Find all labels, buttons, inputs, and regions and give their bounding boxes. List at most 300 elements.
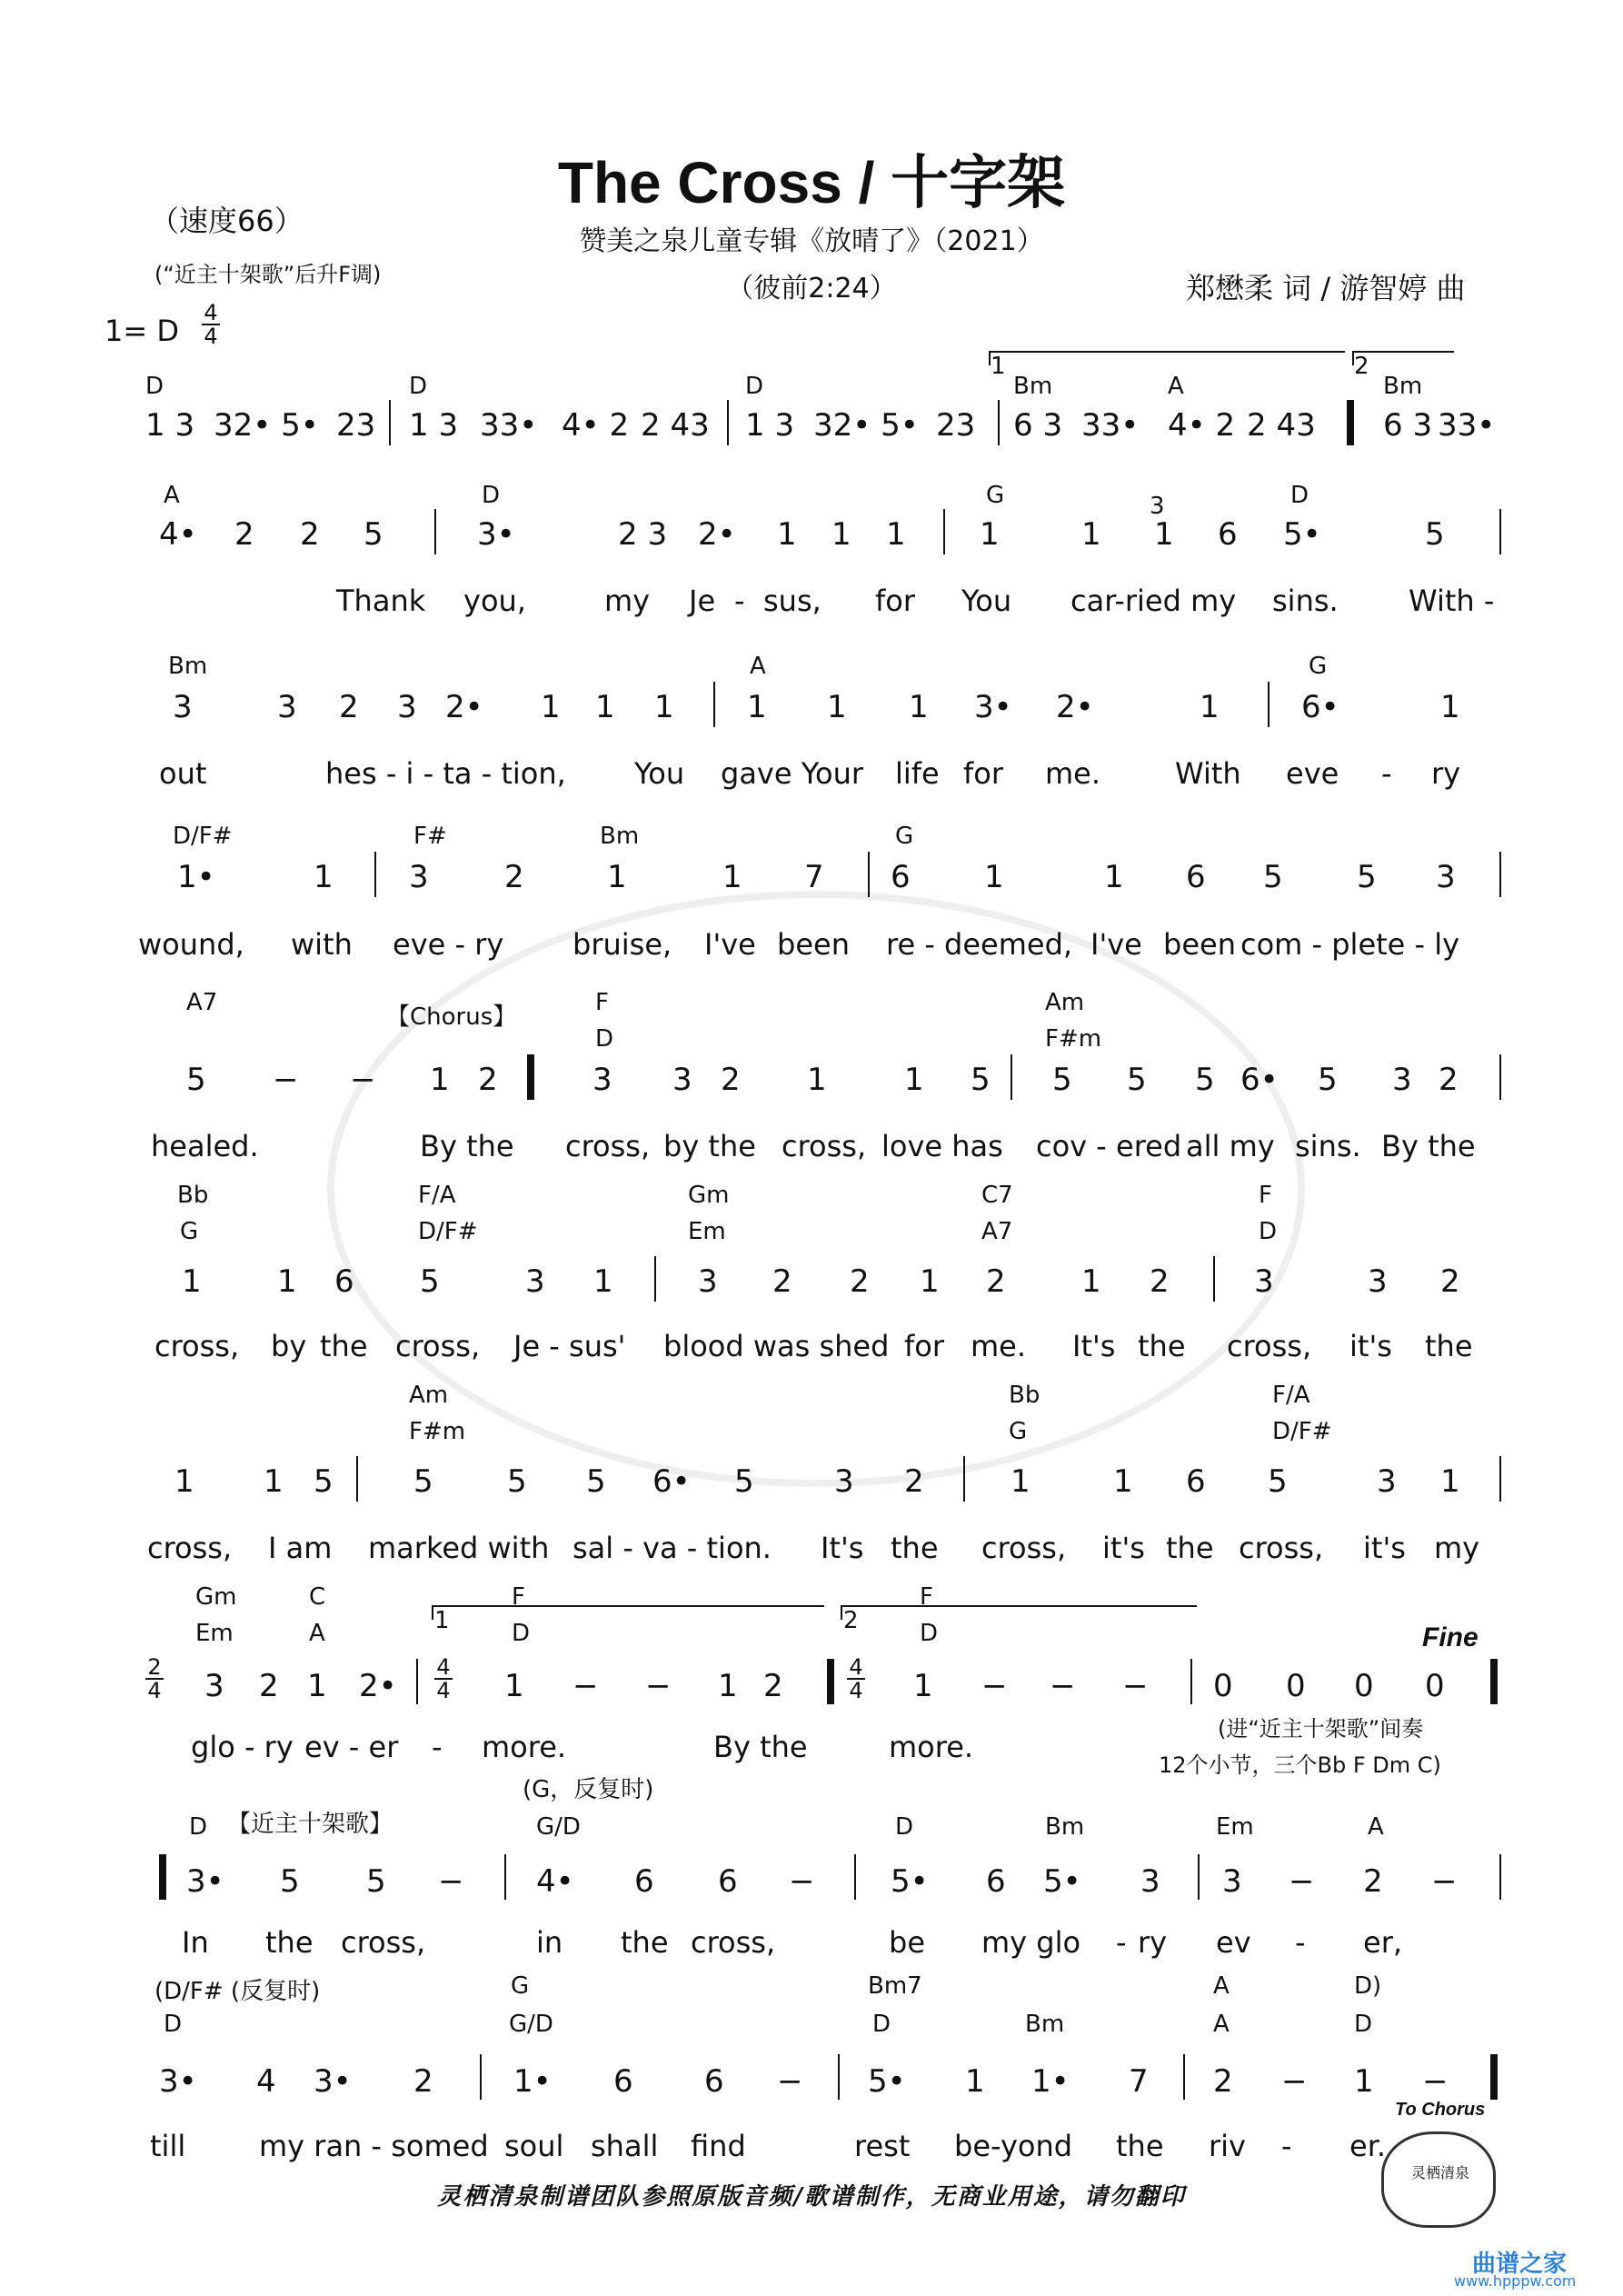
note: 1	[593, 1263, 613, 1300]
lyric: the	[1425, 1329, 1473, 1363]
note: −	[573, 1668, 599, 1704]
chord-symbol: A	[1368, 1813, 1384, 1841]
chord-symbol: Bm	[600, 823, 640, 850]
volta-1	[432, 1605, 824, 1620]
bar-line	[1190, 1659, 1192, 1704]
note: 1	[807, 1062, 827, 1098]
album-info: 赞美之泉儿童专辑《放晴了》（2021）	[579, 225, 1044, 257]
lyric: bruise,	[573, 927, 672, 962]
repeat-end	[1490, 2054, 1498, 2100]
note: 1	[909, 689, 929, 725]
lyric: for	[963, 756, 1003, 791]
time-bottom: 4	[434, 1678, 453, 1702]
note: 2•	[698, 516, 736, 553]
note: 23	[936, 407, 976, 444]
chord-symbol-alt: D	[920, 1620, 939, 1647]
time-signature-4-4	[434, 1656, 453, 1702]
lyric: my	[1434, 1531, 1480, 1565]
note: 6	[718, 1863, 738, 1900]
chord-symbol: Bb	[1009, 1382, 1041, 1409]
volta-2	[1352, 351, 1454, 365]
bar-line	[389, 400, 391, 445]
chord-symbol: D	[145, 373, 164, 400]
lyric: cross,	[782, 1129, 867, 1163]
annotation: 【Chorus】	[386, 1003, 517, 1031]
lyric: the	[891, 1531, 939, 1565]
chord-symbol: D	[482, 482, 501, 509]
chord-symbol: D	[1354, 2011, 1373, 2038]
note: 2	[234, 516, 254, 553]
time-top: 4	[436, 1654, 451, 1680]
note: −	[1431, 1863, 1458, 1900]
lyric: Thank	[336, 584, 426, 618]
chord-symbol-alt: D/F#	[418, 1218, 478, 1245]
note: 1	[607, 859, 627, 895]
note: 3	[525, 1263, 545, 1300]
lyric: I've	[704, 927, 756, 962]
note: 2•	[445, 689, 483, 725]
lyric: life	[895, 756, 940, 791]
note: 3	[204, 1668, 224, 1704]
annotation: 1	[434, 1607, 450, 1634]
note: 3•	[159, 2063, 197, 2100]
note: 5	[363, 516, 383, 553]
note: 3	[1368, 1263, 1388, 1300]
chord-symbol: Gm	[195, 1583, 237, 1611]
note: 1 3	[409, 407, 459, 444]
chord-symbol: C7	[981, 1182, 1013, 1209]
note: 3	[1140, 1863, 1160, 1900]
lyric: car-ried my	[1070, 584, 1237, 618]
lyric: soul	[504, 2129, 564, 2163]
note: 2 43	[1247, 407, 1316, 444]
note: 5	[971, 1062, 991, 1098]
lyric: cross,	[1239, 1531, 1324, 1565]
note: 2	[259, 1668, 279, 1704]
note: 3•	[314, 2063, 352, 2100]
lyric: eve - ry	[393, 927, 504, 962]
note: 0	[1213, 1668, 1233, 1704]
note: 2	[850, 1263, 870, 1300]
logo-text: 灵栖清泉	[1411, 2164, 1470, 2181]
bar-line	[1198, 1854, 1200, 1900]
note: 3	[277, 689, 297, 725]
lyric: wound,	[138, 927, 244, 962]
note: 5	[734, 1463, 754, 1500]
note: 1	[747, 689, 767, 725]
note: 6 3	[1383, 407, 1433, 444]
bar-line	[854, 1854, 856, 1900]
annotation: 2	[1354, 353, 1369, 380]
lyric: my ran - somed	[259, 2129, 489, 2163]
note: 1	[913, 1668, 933, 1704]
lyric: ry	[1431, 756, 1461, 791]
time-top: 4	[204, 300, 218, 325]
lyric: It's	[1072, 1329, 1116, 1363]
chord-symbol: G	[895, 823, 914, 850]
note: 32• 5•	[214, 407, 319, 444]
chord-symbol: D	[189, 1813, 208, 1841]
note: 5	[586, 1463, 606, 1500]
lyric: cross,	[981, 1531, 1067, 1565]
lyric: rest	[854, 2129, 911, 2163]
note: 3	[397, 689, 417, 725]
lyric: out	[159, 756, 207, 791]
lyric: In	[182, 1925, 209, 1960]
note: 1	[430, 1062, 450, 1098]
chord-symbol: A	[750, 653, 766, 680]
bar-line	[868, 852, 870, 897]
note: 3	[672, 1062, 692, 1098]
note: 2	[904, 1463, 924, 1500]
bar-line	[416, 1659, 418, 1704]
lyric: -	[1381, 756, 1392, 791]
time-top: 4	[849, 1654, 863, 1680]
lyric: marked with	[368, 1531, 550, 1565]
bar-line	[654, 1256, 656, 1302]
note: 1	[541, 689, 561, 725]
note: 3	[1222, 1863, 1242, 1900]
chord-symbol: Gm	[688, 1182, 730, 1209]
chord-symbol: Bm	[168, 653, 208, 680]
note: 2	[1213, 2063, 1233, 2100]
chord-symbol: Bm	[1025, 2011, 1065, 2038]
lyric: been	[777, 927, 850, 962]
note: 1	[595, 689, 615, 725]
lyric: healed.	[151, 1129, 259, 1163]
lyric: in	[536, 1925, 563, 1960]
note: 1	[314, 859, 334, 895]
note: 6 3	[1013, 407, 1063, 444]
note: 5•	[1043, 1863, 1081, 1900]
note: 6	[334, 1263, 354, 1300]
lyric: more.	[889, 1730, 974, 1764]
note: 1	[777, 516, 797, 553]
lyric: sins.	[1272, 584, 1339, 618]
annotation: 【近主十架歌】	[227, 1811, 393, 1838]
lyric: By the	[1381, 1129, 1476, 1163]
note: 0	[1354, 1668, 1374, 1704]
note: 2	[478, 1062, 498, 1098]
lyric: it's	[1363, 1531, 1406, 1565]
note: 2	[1439, 1062, 1459, 1098]
lyric: riv	[1209, 2129, 1246, 2163]
lyric: sal - va - tion.	[573, 1531, 772, 1565]
key-change-note: (“近主十架歌”后升F调)	[154, 262, 382, 287]
lyric: cross,	[341, 1925, 426, 1960]
lyric: me.	[971, 1329, 1027, 1363]
time-top: 2	[147, 1654, 162, 1680]
note: 5	[314, 1463, 334, 1500]
interlude-note-1: (进“近主十架歌”间奏	[1218, 1716, 1424, 1742]
note: 2	[1363, 1863, 1383, 1900]
lyric: cross,	[691, 1925, 776, 1960]
note: 1	[965, 2063, 985, 2100]
chord-symbol: C	[309, 1583, 326, 1611]
note: 6	[1186, 859, 1206, 895]
bar-line	[1499, 852, 1501, 897]
note: 1 3	[745, 407, 795, 444]
lyric: cross,	[147, 1531, 233, 1565]
bar-line	[943, 509, 945, 554]
lyric: find	[691, 2129, 746, 2163]
annotation: 3	[1150, 493, 1165, 520]
bar-line	[727, 400, 729, 445]
chord-symbol-alt: Em	[195, 1620, 234, 1647]
chord-symbol: F	[512, 1583, 525, 1611]
note: 2	[504, 859, 524, 895]
footer-notice: 灵栖清泉制谱团队参照原版音频/歌谱制作，无商业用途，请勿翻印	[437, 2183, 1186, 2211]
note: 2	[721, 1062, 741, 1098]
note: 33•	[1438, 407, 1496, 444]
lyric: cov - ered	[1036, 1129, 1182, 1163]
lyric: gave Your	[721, 756, 864, 791]
lyric: re - deemed,	[886, 927, 1073, 962]
note: 2 3	[618, 516, 668, 553]
lyric: the	[1166, 1531, 1214, 1565]
note: 1	[504, 1668, 524, 1704]
note: 2•	[359, 1668, 397, 1704]
lyric: By the	[713, 1730, 808, 1764]
bar-line	[1183, 2054, 1185, 2100]
note: −	[1050, 1668, 1076, 1704]
note: 3	[698, 1263, 718, 1300]
note: 6	[891, 859, 911, 895]
note: 6	[986, 1863, 1006, 1900]
volta-1	[989, 351, 1345, 365]
lyric: I am	[268, 1531, 333, 1565]
lyric: shall	[591, 2129, 659, 2163]
repeat-end	[827, 1659, 834, 1704]
chord-symbol: A	[1213, 2011, 1230, 2038]
note: 5	[413, 1463, 433, 1500]
note: 5	[1195, 1062, 1215, 1098]
note: −	[777, 2063, 803, 2100]
time-signature-2-4	[145, 1656, 164, 1702]
chord-symbol: G	[1309, 653, 1328, 680]
chord-symbol-alt: G	[180, 1218, 199, 1245]
interlude-note-2: 12个小节，三个Bb F Dm C)	[1159, 1752, 1441, 1778]
note: 2	[300, 516, 320, 553]
chord-symbol-alt: D	[512, 1620, 531, 1647]
note: 6	[613, 2063, 633, 2100]
lyric: -	[1116, 1925, 1127, 1960]
bar-line	[998, 400, 1000, 445]
note: 6•	[1301, 689, 1339, 725]
chord-symbol: A7	[186, 989, 218, 1016]
authors: 郑懋柔 词 / 游智婷 曲	[1186, 271, 1466, 305]
bar-line	[434, 509, 436, 554]
song-title: The Cross / 十字架	[557, 150, 1066, 215]
lyric: till	[150, 2129, 186, 2163]
lyric: glo - ry	[191, 1730, 294, 1764]
lyric: the	[621, 1925, 669, 1960]
note: 1	[264, 1463, 284, 1500]
note: 2	[772, 1263, 792, 1300]
note: 3	[1254, 1263, 1274, 1300]
bar-line	[374, 852, 376, 897]
note: 1	[920, 1263, 940, 1300]
repeat-start	[527, 1054, 534, 1100]
lyric: cross,	[395, 1329, 481, 1363]
note: 4• 2	[1168, 407, 1236, 444]
bar-line	[480, 2054, 482, 2100]
lyric: cross,	[565, 1129, 651, 1163]
chord-symbol: Bm	[1383, 373, 1423, 400]
note: 2	[1150, 1263, 1170, 1300]
note: 5	[1268, 1463, 1288, 1500]
note: 1	[1104, 859, 1124, 895]
note: 1	[1154, 516, 1174, 553]
chord-symbol: D	[895, 1813, 914, 1841]
scripture-ref: （彼前2:24）	[726, 273, 897, 304]
lyric: be-yond	[954, 2129, 1073, 2163]
lyric: I've	[1090, 927, 1142, 962]
bar-line	[1268, 682, 1270, 727]
note: −	[1422, 2063, 1449, 2100]
lyric: com - plete - ly	[1240, 927, 1460, 962]
note: 1	[827, 689, 847, 725]
note: 1	[1081, 516, 1101, 553]
note: −	[789, 1863, 815, 1900]
note: 3	[409, 859, 429, 895]
annotation: G	[511, 1972, 530, 2000]
lyric: ry	[1138, 1925, 1168, 1960]
chord-symbol: F	[920, 1583, 933, 1611]
lyric: You	[961, 584, 1012, 618]
note: 5	[1357, 859, 1377, 895]
note: 2 43	[641, 407, 710, 444]
lyric: eve	[1286, 756, 1339, 791]
note: 1	[980, 516, 1000, 553]
lyric: cross,	[1227, 1329, 1312, 1363]
note: −	[1281, 2063, 1308, 2100]
bar-line	[356, 1456, 358, 1502]
lyric: been	[1163, 927, 1236, 962]
note: 1	[722, 859, 742, 895]
chord-symbol: F	[595, 989, 609, 1016]
lyric: with	[291, 927, 353, 962]
annotation: Bm7	[868, 1972, 922, 2000]
note: 4	[256, 2063, 276, 2100]
note: 5	[366, 1863, 386, 1900]
chord-symbol: G	[986, 482, 1005, 509]
note: 1	[182, 1263, 202, 1300]
chord-symbol: D	[164, 2011, 183, 2038]
time-bottom: 4	[145, 1678, 164, 1702]
chord-symbol-alt: D	[1259, 1218, 1278, 1245]
site-logo-text: 曲谱之家	[1472, 2251, 1568, 2278]
note: 5	[186, 1062, 206, 1098]
note: 1	[307, 1668, 327, 1704]
final-bar	[1490, 1659, 1498, 1704]
note: 0	[1286, 1668, 1306, 1704]
annotation: A	[1213, 1972, 1230, 2000]
lyric: you,	[463, 584, 526, 618]
key-signature: 1= D	[105, 314, 179, 348]
lyric: it's	[1349, 1329, 1392, 1363]
note: 5•	[868, 2063, 906, 2100]
lyric: -	[734, 584, 745, 618]
lyric: love has	[881, 1129, 1003, 1163]
note: −	[645, 1668, 672, 1704]
note: 3•	[974, 689, 1012, 725]
note: 0	[1425, 1668, 1445, 1704]
lyric: cross,	[154, 1329, 240, 1363]
note: 3	[1377, 1463, 1397, 1500]
lyric: for	[875, 584, 915, 618]
chord-symbol: F/A	[418, 1182, 456, 1209]
note: 5	[1263, 859, 1283, 895]
bar-line	[1499, 509, 1501, 554]
note: 3•	[477, 516, 515, 553]
note: 1	[1081, 1263, 1101, 1300]
note: 2	[413, 2063, 433, 2100]
lyric: er,	[1363, 1925, 1403, 1960]
lyric: by	[271, 1329, 307, 1363]
note: 33•	[1081, 407, 1140, 444]
watermark-logo	[327, 891, 1305, 1487]
note: 3	[1436, 859, 1456, 895]
repeat-start	[159, 1854, 166, 1900]
lyric: blood was shed	[663, 1329, 890, 1363]
lyric: ev - er	[304, 1730, 399, 1764]
chord-symbol: Bm	[1045, 1813, 1085, 1841]
chord-symbol-alt: F#m	[1045, 1025, 1102, 1053]
lyric: -	[1281, 2129, 1292, 2163]
fine-mark: Fine	[1422, 1622, 1479, 1652]
note: 3	[173, 689, 193, 725]
chord-symbol-alt: G	[1009, 1418, 1028, 1445]
time-signature-4-4	[847, 1656, 865, 1702]
time-signature	[202, 302, 220, 347]
note: 7	[1129, 2063, 1149, 2100]
lyric: With	[1175, 756, 1241, 791]
note: 1•	[513, 2063, 552, 2100]
chord-symbol: F/A	[1272, 1382, 1310, 1409]
lyric: It's	[821, 1531, 864, 1565]
note: −	[438, 1863, 464, 1900]
bar-line	[963, 1456, 965, 1502]
note: 1	[904, 1062, 924, 1098]
note: 3•	[186, 1863, 224, 1900]
lyric: With -	[1409, 584, 1495, 618]
note: 2•	[1056, 689, 1094, 725]
lyric: er.	[1349, 2129, 1387, 2163]
note: 1	[1113, 1463, 1133, 1500]
note: 7	[804, 859, 824, 895]
note: 6	[634, 1863, 654, 1900]
note: 1	[174, 1463, 194, 1500]
chord-symbol: Em	[1216, 1813, 1254, 1841]
chord-symbol-alt: D	[595, 1025, 614, 1053]
note: 6	[1186, 1463, 1206, 1500]
bar-line	[1499, 1054, 1501, 1100]
note: 2	[986, 1263, 1006, 1300]
annotation: D)	[1354, 1972, 1382, 2000]
lyric: -	[1295, 1925, 1306, 1960]
bar-line	[713, 682, 715, 727]
lyric: all my	[1186, 1129, 1275, 1163]
chord-symbol-alt: F#m	[409, 1418, 466, 1445]
bar-line	[504, 1854, 506, 1900]
chord-symbol: D	[409, 373, 428, 400]
lyric: by the	[663, 1129, 756, 1163]
chord-symbol: Am	[409, 1382, 449, 1409]
note: 3	[1392, 1062, 1412, 1098]
chord-symbol-alt: D/F#	[1272, 1418, 1332, 1445]
lyric: sus,	[763, 584, 821, 618]
